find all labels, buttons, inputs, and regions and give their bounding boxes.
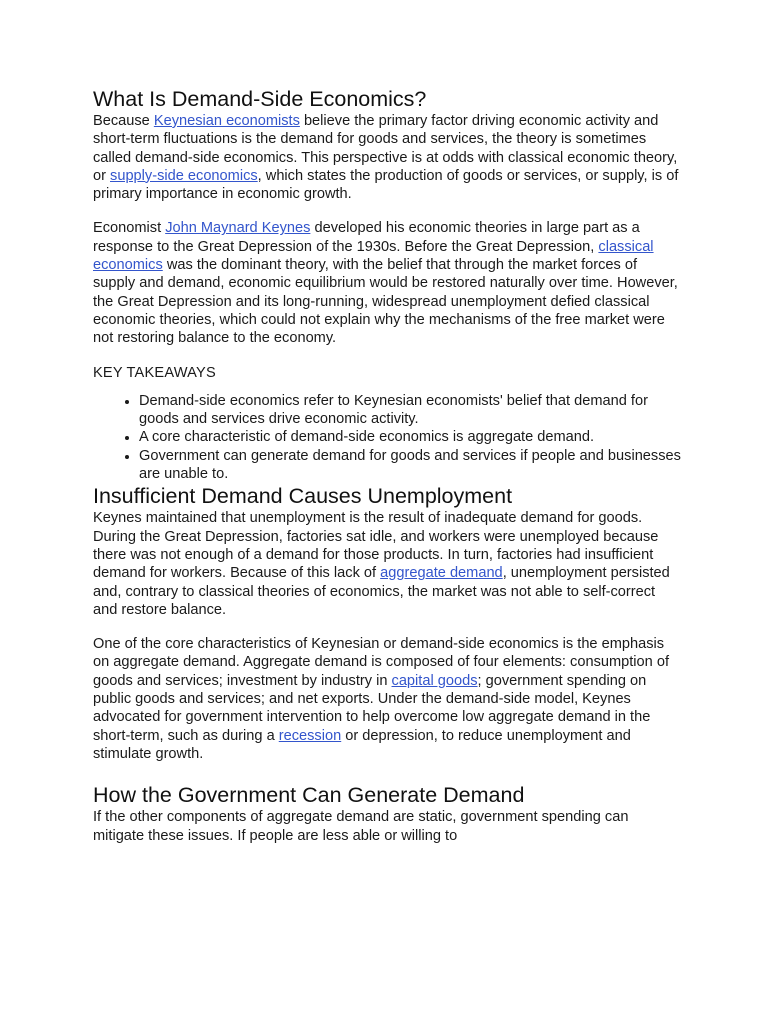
text-run: believe the primary factor driving economic activity and short-term fluctuations is the demand for goods and services, the theory is sometimes called demand-side economics. This perspective is at odds with classical economic theory, or xyxy=(93,113,678,184)
inline-link[interactable]: recession xyxy=(278,727,342,744)
text-run: or depression, to reduce unemployment and stimulate growth. xyxy=(93,727,631,762)
text-run: was the dominant theory, with the belief that through the market forces of supply and demand, economic equilibrium would be restored naturally over time. However, the Great Depression and its long-running, widespread unemployment defied classical economic theories, which could not explain why the mechanisms of the free market were not restoring balance to the economy. xyxy=(93,257,678,347)
inline-link[interactable]: John Maynard Keynes xyxy=(165,220,311,237)
article xyxy=(93,86,683,845)
inline-link[interactable]: Keynesian economists xyxy=(153,113,300,129)
takeaway-item: • Government can generate demand for goods and services if people and businesses are unable to. xyxy=(139,447,683,484)
paragraph-unemployment xyxy=(93,509,683,619)
takeaways-list xyxy=(93,392,683,483)
heading-government-demand: How the Government Can Generate Demand xyxy=(93,783,525,808)
inline-link[interactable]: classical economics xyxy=(93,238,654,274)
text-run: Because xyxy=(93,113,154,129)
inline-link[interactable]: aggregate demand xyxy=(380,565,503,582)
paragraph-intro xyxy=(93,112,683,203)
text-run: If the other components of aggregate demand are static, government spending can mitigate these issues. If people are less able or willing to xyxy=(93,809,629,844)
inline-link[interactable]: capital goods xyxy=(391,672,478,689)
heading-what-is-demand-side: What Is Demand-Side Economics? xyxy=(93,87,427,111)
takeaway-item: • A core characteristic of demand-side economics is aggregate demand. xyxy=(139,428,683,446)
text-run: , unemployment persisted and, contrary to classical theories of economics, the market was not able to self-correct and restore balance. xyxy=(93,565,670,618)
text-run: ; government spending on public goods and services; and net exports. Under the demand-side model, Keynes advocated for government intervention to help overcome low aggregate demand in the short-term, such as during a xyxy=(93,672,651,744)
text-run: One of the core characteristics of Keynesian or demand-side economics is the emphasis on aggregate demand. Aggregate demand is composed of four elements: consumption of goods and services; investment by industry in xyxy=(93,636,670,689)
takeaway-item: • Demand-side economics refer to Keynesian economists' belief that demand for goods and services drive economic activity. xyxy=(139,392,683,429)
heading-insufficient-demand: Insufficient Demand Causes Unemployment xyxy=(93,484,513,509)
paragraph-government-spending xyxy=(93,808,683,845)
text-run: developed his economic theories in large part as a response to the Great Depression of the 1930s. Before the Great Depression, xyxy=(93,220,640,255)
key-takeaways-label: KEY TAKEAWAYS xyxy=(93,364,216,381)
inline-link[interactable]: supply-side economics xyxy=(110,167,258,184)
text-run: , which states the production of goods or services, or supply, is of primary importance in economic growth. xyxy=(93,167,679,203)
paragraph-aggregate-demand xyxy=(93,635,683,763)
text-run: Economist xyxy=(93,220,166,237)
paragraph-keynes-history xyxy=(93,219,683,347)
text-run: Keynes maintained that unemployment is the result of inadequate demand for goods. During the Great Depression, factories sat idle, and workers were unemployed because there was not enough of a demand for those products. In turn, factories had insufficient demand for workers. Because of this lack of xyxy=(93,510,659,582)
